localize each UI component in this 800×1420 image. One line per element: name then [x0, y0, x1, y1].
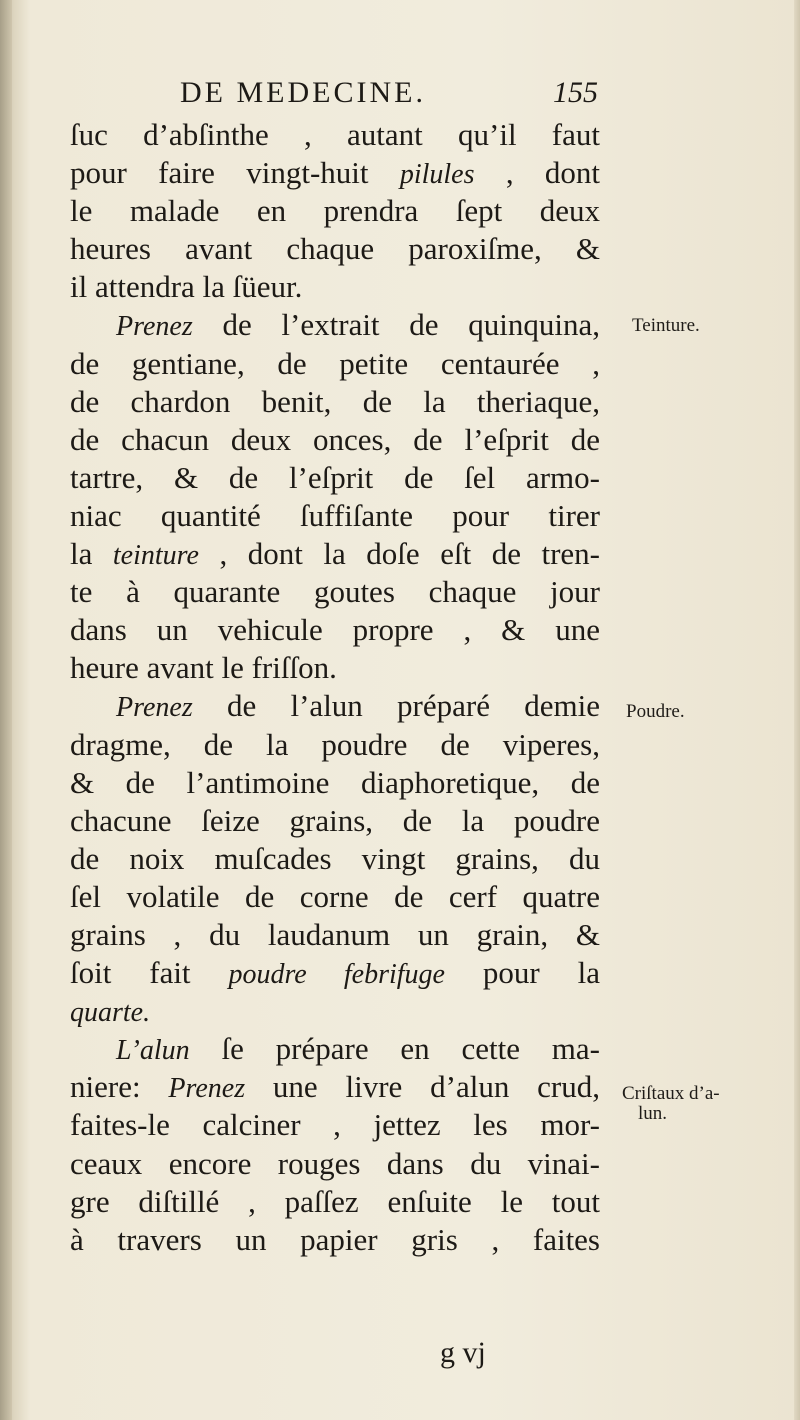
- text-run: pour la: [444, 955, 600, 991]
- italic-word: teinture: [112, 540, 199, 572]
- text-line: [70, 345, 600, 383]
- text-run: ſoit fait: [70, 955, 229, 991]
- text-line: [70, 306, 600, 344]
- text-run: de chacun deux onces, de l’eſprit de: [70, 421, 600, 457]
- text-line: [70, 1221, 600, 1259]
- text-run: chacune ſeize grains, de la poudre: [70, 802, 600, 838]
- text-run: de gentiane, de petite centaurée ,: [70, 345, 600, 381]
- body-text: [70, 116, 600, 1259]
- text-line: [70, 992, 600, 1030]
- text-line: [70, 954, 600, 992]
- italic-word: poudre febrifuge: [228, 959, 445, 991]
- text-line: [70, 916, 600, 954]
- text-run: ſe prépare en cette ma-: [189, 1031, 600, 1067]
- text-line: [70, 611, 600, 649]
- margin-note-poudre: Poudre.: [626, 701, 685, 722]
- italic-word: Prenez: [168, 1073, 246, 1105]
- text-line: [70, 1183, 600, 1221]
- text-run: & de l’antimoine diaphoretique, de: [70, 764, 600, 800]
- running-head: DE MEDECINE.: [180, 76, 426, 109]
- signature-mark: g vj: [440, 1336, 486, 1369]
- text-line: [70, 573, 600, 611]
- text-run: heure avant le friſſon.: [70, 650, 337, 686]
- text-line: [70, 1145, 600, 1183]
- text-line: [70, 764, 600, 802]
- italic-word: quarte.: [70, 997, 151, 1029]
- text-line: [70, 116, 600, 154]
- page-header: [70, 76, 600, 118]
- text-line: [70, 1068, 600, 1106]
- text-run: gre diſtillé , paſſez enſuite le tout: [70, 1183, 600, 1219]
- text-run: une livre d’alun crud,: [245, 1069, 600, 1105]
- text-run: heures avant chaque paroxiſme, &: [70, 231, 600, 267]
- text-run: ſuc d’abſinthe , autant qu’il faut: [70, 117, 600, 152]
- text-line: [70, 687, 600, 725]
- text-line: [70, 459, 600, 497]
- text-run: de noix muſcades vingt grains, du: [70, 840, 600, 876]
- text-line: [70, 840, 600, 878]
- text-run: dragme, de la poudre de viperes,: [70, 726, 600, 762]
- margin-note-cristaux-line1: Criſtaux d’a-: [622, 1083, 720, 1104]
- text-line: [70, 497, 600, 535]
- italic-word: L’alun: [116, 1035, 190, 1067]
- text-line: [70, 649, 600, 687]
- text-line: [70, 154, 600, 192]
- text-run: ceaux encore rouges dans du vinai-: [70, 1145, 600, 1181]
- text-run: de chardon benit, de la theriaque,: [70, 383, 600, 419]
- text-run: de l’extrait de quinquina,: [192, 307, 600, 343]
- text-run: , dont: [474, 155, 600, 191]
- text-run: il attendra la ſüeur.: [70, 269, 303, 305]
- text-run: pour faire vingt-huit: [70, 155, 400, 191]
- text-run: le malade en prendra ſept deux: [70, 193, 600, 229]
- text-run: à travers un papier gris , faites: [70, 1221, 600, 1257]
- italic-word: pilules: [399, 159, 475, 191]
- text-line: [70, 878, 600, 916]
- text-line: [70, 268, 600, 306]
- text-line: [70, 1030, 600, 1068]
- italic-word: Prenez: [116, 311, 193, 343]
- text-run: niac quantité ſuffiſante pour tirer: [70, 497, 600, 533]
- text-run: te à quarante goutes chaque jour: [70, 574, 600, 610]
- text-line: [70, 1106, 600, 1144]
- page-number: 155: [553, 76, 598, 109]
- text-run: ſel volatile de corne de cerf quatre: [70, 878, 600, 914]
- text-run: la: [70, 536, 113, 572]
- text-line: [70, 421, 600, 459]
- italic-word: Prenez: [116, 692, 193, 724]
- text-line: [70, 192, 600, 230]
- text-line: [70, 230, 600, 268]
- text-line: [70, 535, 600, 573]
- margin-note-cristaux-line2: lun.: [638, 1103, 668, 1124]
- text-run: tartre, & de l’eſprit de ſel armo-: [70, 459, 600, 495]
- text-line: [70, 383, 600, 421]
- margin-note-cristaux: [622, 1084, 720, 1124]
- text-line: [70, 802, 600, 840]
- text-run: , dont la doſe eſt de tren-: [198, 536, 601, 572]
- text-run: grains , du laudanum un grain, &: [70, 916, 600, 952]
- text-line: [70, 726, 600, 764]
- text-run: faites-le calciner , jettez les mor-: [70, 1107, 600, 1143]
- margin-note-teinture: Teinture.: [632, 315, 700, 336]
- text-run: dans un vehicule propre , & une: [70, 612, 600, 648]
- text-run: de l’alun préparé demie: [192, 688, 600, 724]
- text-run: niere:: [70, 1069, 169, 1105]
